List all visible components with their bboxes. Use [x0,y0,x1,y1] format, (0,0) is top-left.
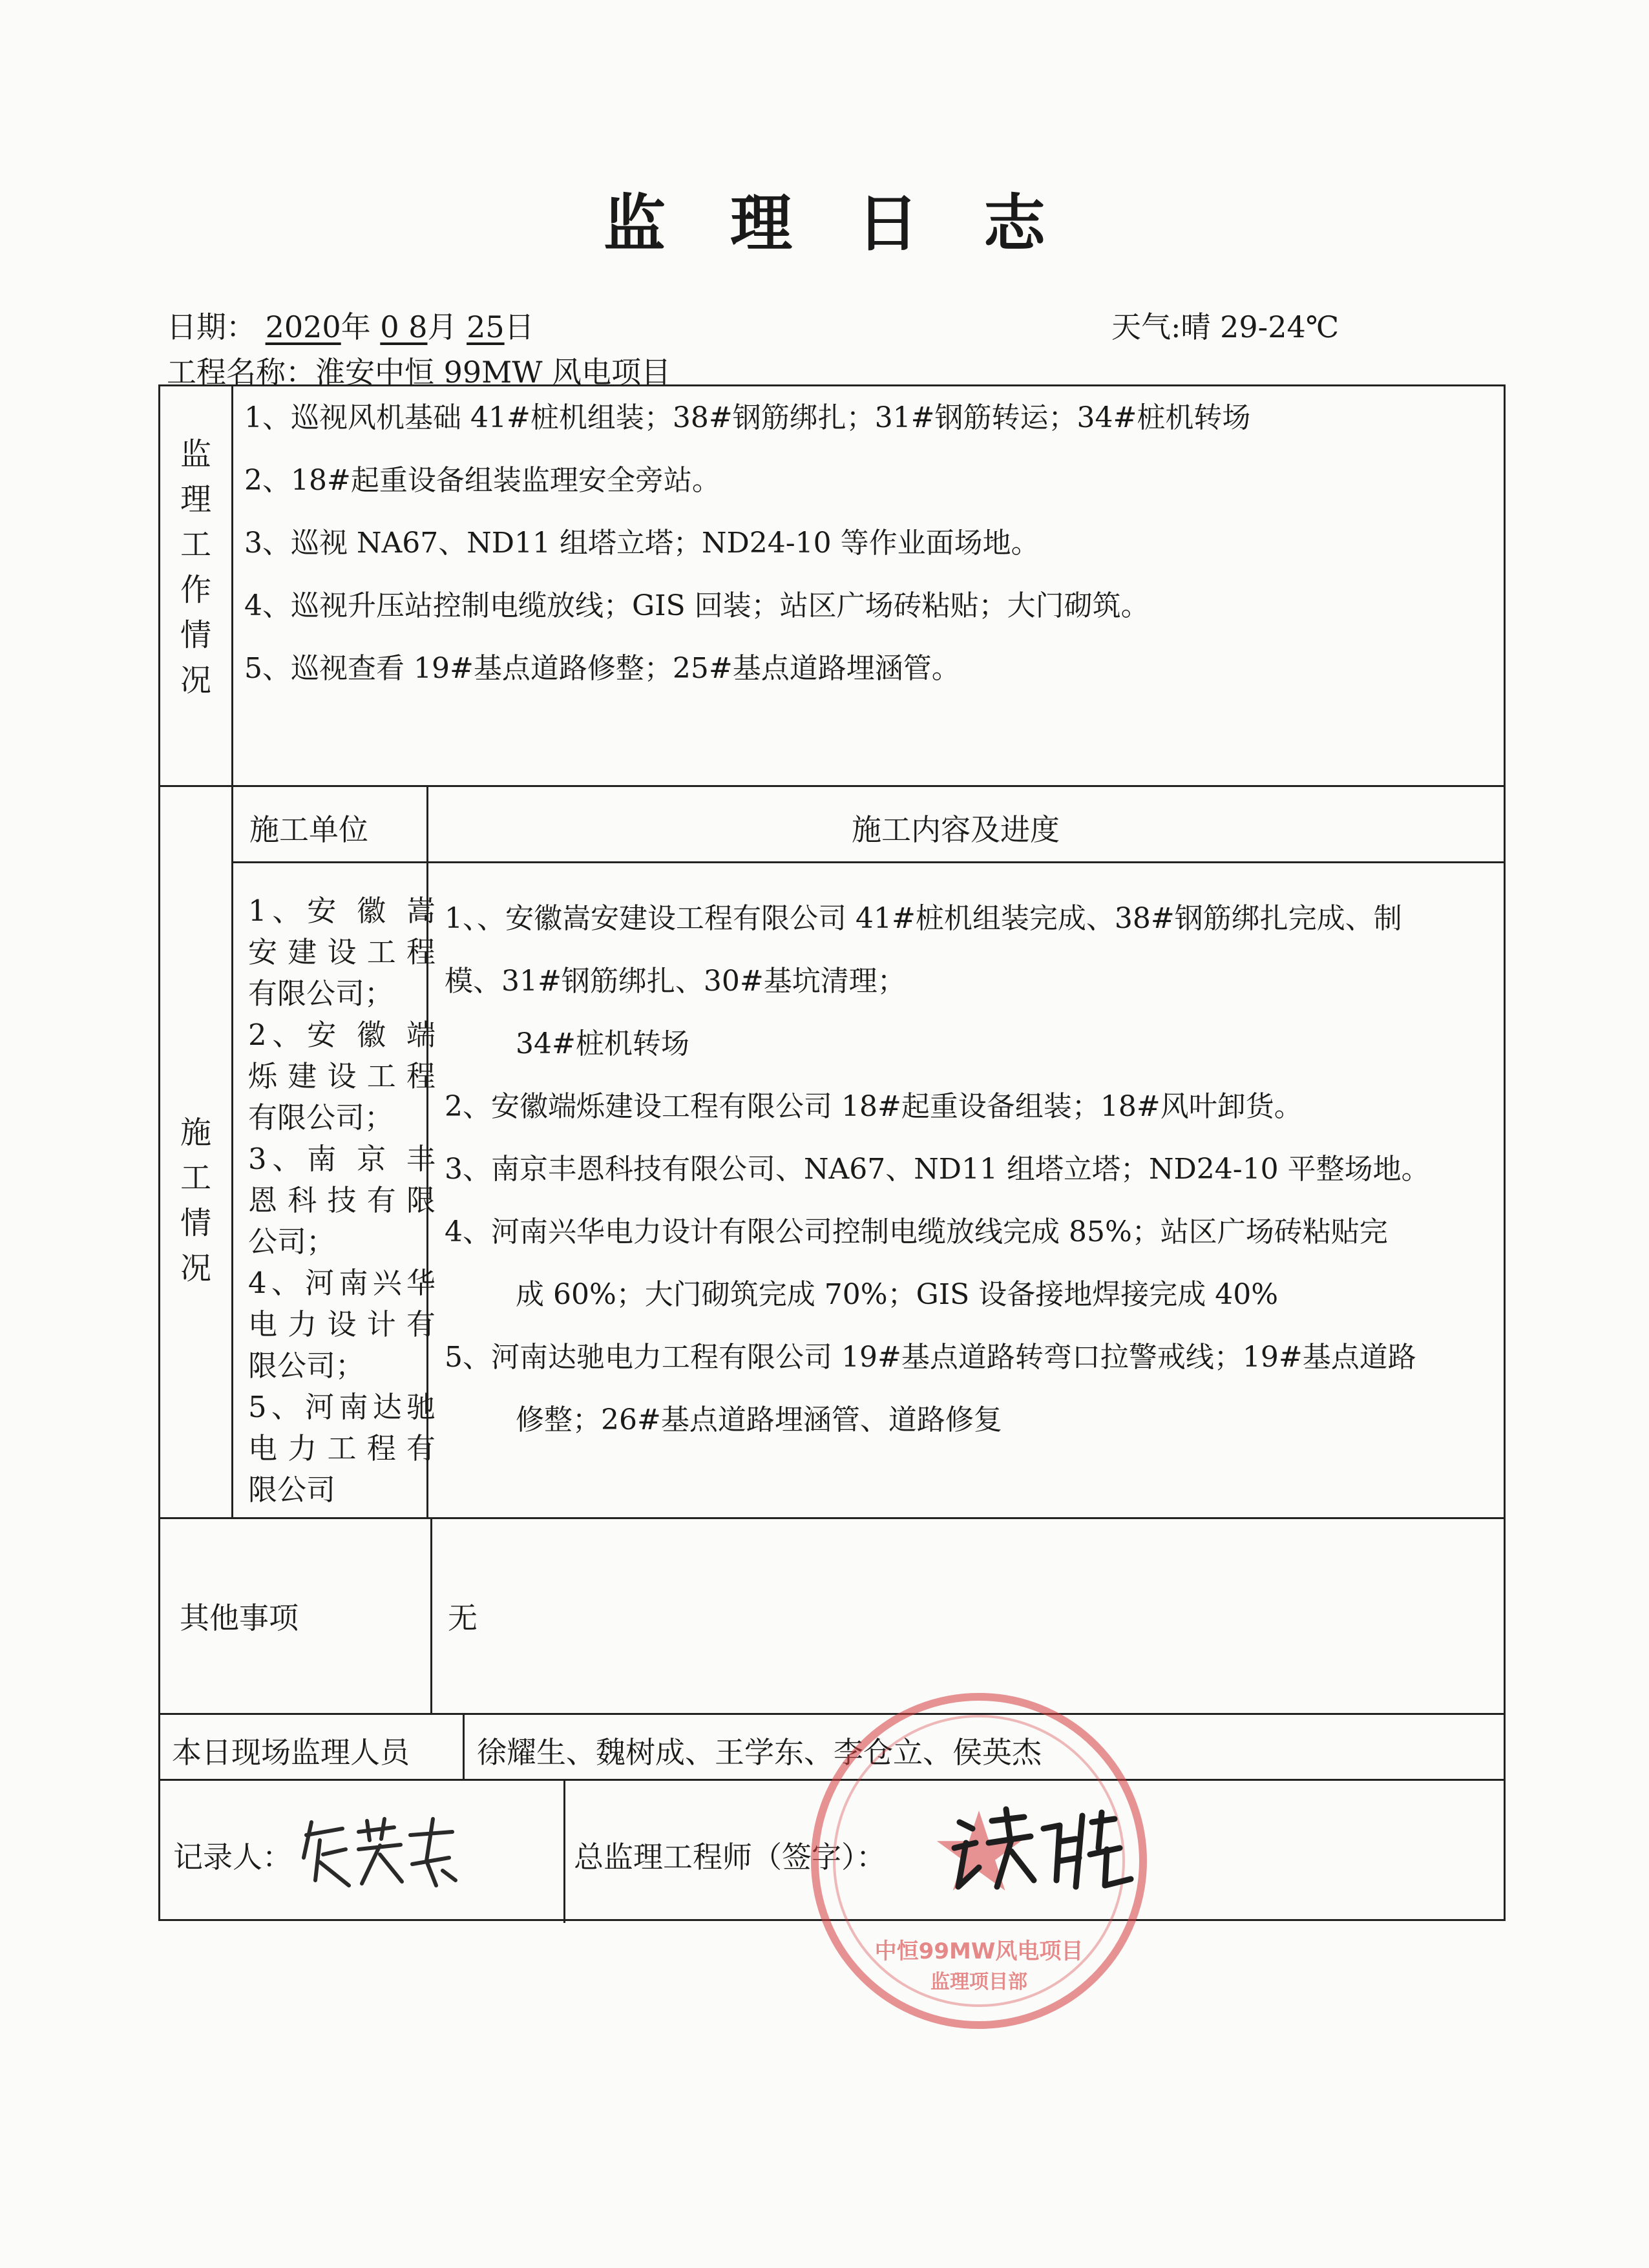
col-header-unit: 施工单位 [249,812,368,847]
seal-text-line1: 中恒99MW风电项目 [874,1938,1084,1964]
construction-units: 1、安 徽 嵩 安建设工程 有限公司； 2、安 徽 端 烁建设工程 有限公司； 3、南 京 丰 恩科技有限 公司； 4、河南兴华 电力设计有 限公司； 5、河南达驰 电力工程有 限公司 [248,894,436,1507]
project-name: 工程名称：淮安中恒 99MW 风电项目 [167,355,671,390]
page-title [0,174,1649,263]
list-item: 2、18#起重设备组装监理安全旁站。 [244,464,720,497]
log-table [158,384,1506,1921]
seal-text-line2: 监理项目部 [930,1971,1027,1993]
date-day: 25 [467,310,505,344]
title-char: 日 [857,187,919,260]
staff-value: 徐耀生、魏树成、王学东、李仓立、侯英杰 [477,1735,1042,1770]
list-item: 5、巡视查看 19#基点道路修整；25#基点道路埋涵管。 [244,652,960,685]
star-icon: ★ [929,1789,1029,1916]
construction-content: 1、、安徽嵩安建设工程有限公司 41#桩机组装完成、38#钢筋绑扎完成、制 模、31#钢筋绑扎、30#基坑清理； 34#桩机转场 2、安徽端烁建设工程有限公司 18#起重设备组装；18#风叶卸货。 3、南京丰恩科技有限公司、NA67、ND11 组塔立塔；ND24-10 平整场地。 4、河南兴华电力设计有限公司控制电缆放线完成 85%；站区广场砖粘贴完 成 60%；大门砌筑完成 70%；GIS 设备接地焊接完成 40% 5、河南达驰电力工程有限公司 19#基点道路转弯口拉警戒线；19#基点道路 修整；26#基点道路埋涵管、道路修复 [445,902,1430,1436]
construction-heading: 施 工 情 况 [180,1115,211,1286]
supervision-heading: 监 理 工 作 情 况 [180,436,211,698]
date-year: 2020 [265,310,341,344]
list-item: 3、巡视 NA67、ND11 组塔立塔；ND24-10 等作业面场地。 [244,527,1040,560]
list-item: 4、巡视升压站控制电缆放线；GIS 回装；站区广场砖粘贴；大门砌筑。 [244,589,1150,622]
day-unit: 日 [504,310,534,344]
title-char: 志 [983,187,1045,260]
recorder-label: 记录人： [173,1840,292,1874]
title-char: 监 [604,187,666,260]
date-line [167,304,534,346]
other-value: 无 [448,1601,478,1635]
chief-signature [947,1803,1140,1900]
date-label: 日期： [167,310,256,344]
staff-label: 本日现场监理人员 [172,1735,410,1770]
date-month: 0 8 [380,310,428,344]
recorder-signature [297,1809,465,1893]
weather-text: 天气:晴 29-24℃ [1111,310,1339,344]
list-item: 1、巡视风机基础 41#桩机组装；38#钢筋绑扎；31#钢筋转运；34#桩机转场 [244,401,1251,434]
year-unit: 年 [341,310,371,344]
title-char: 理 [730,187,792,260]
month-unit: 月 [427,310,457,344]
other-label: 其他事项 [180,1601,299,1635]
chief-label: 总监理工程师（签字）： [574,1840,886,1874]
col-header-content: 施工内容及进度 [852,812,1060,847]
supervision-items [244,386,1250,700]
